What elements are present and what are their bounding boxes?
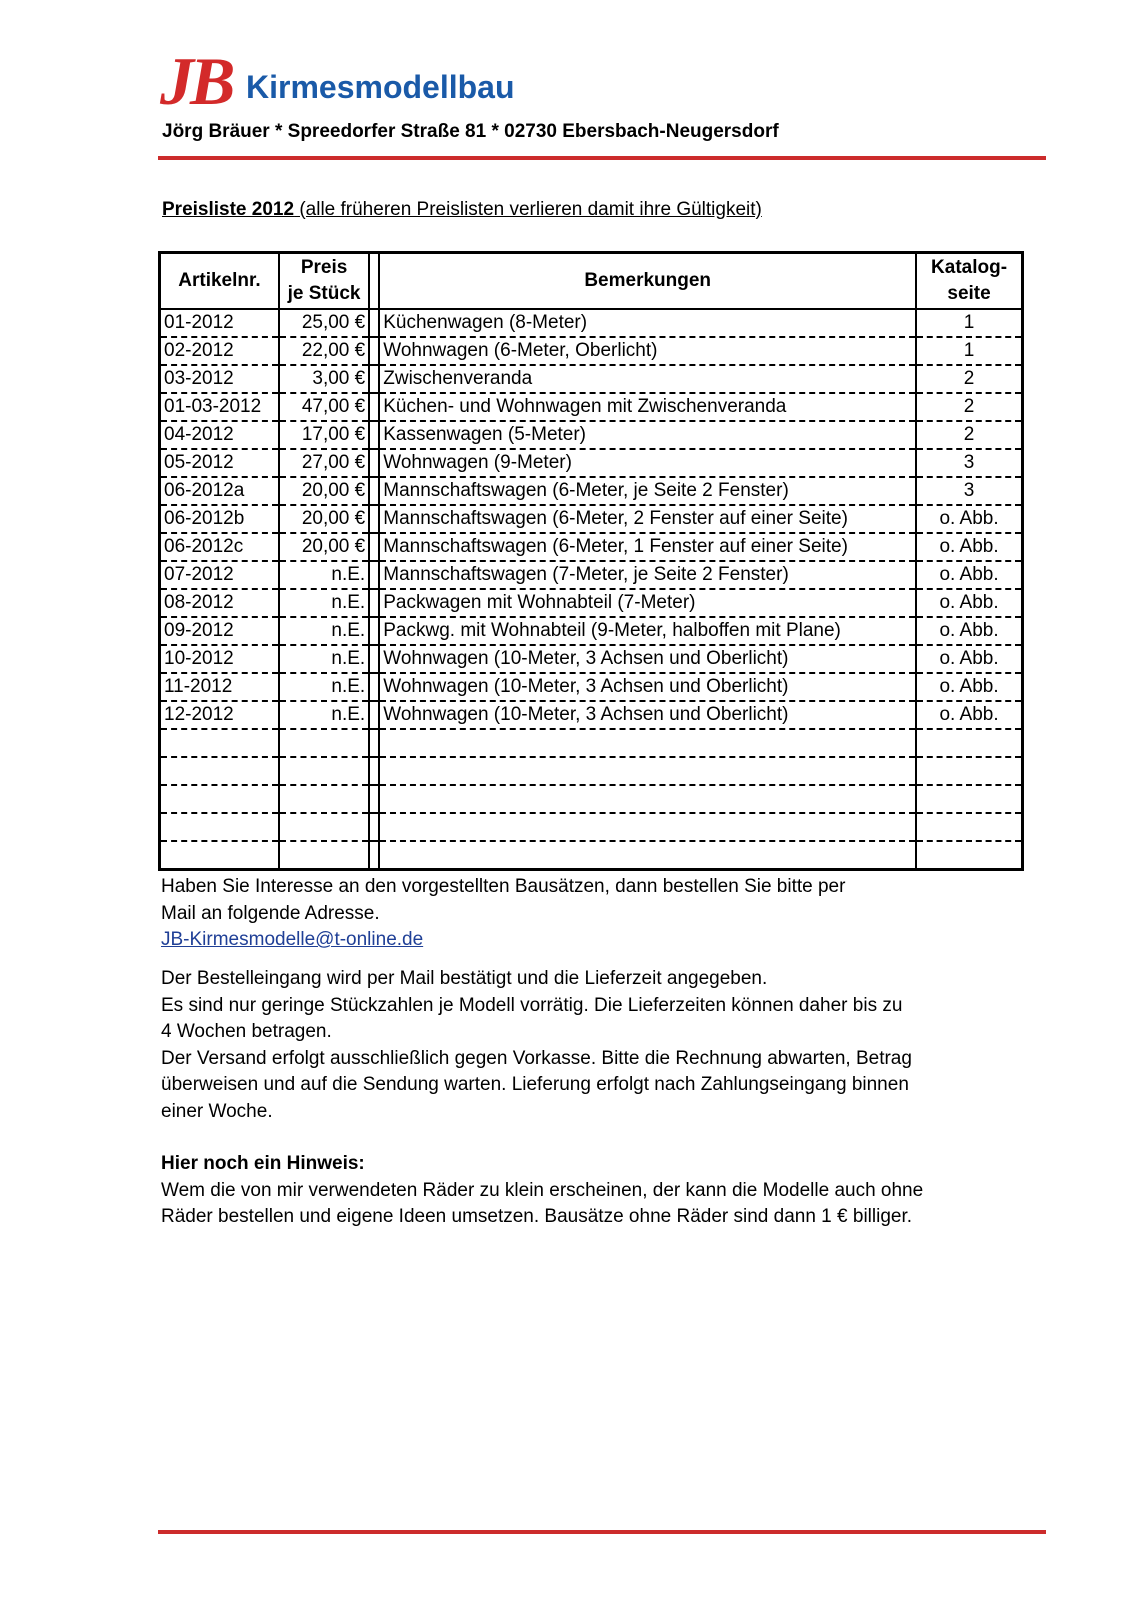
- header-divider: [158, 156, 1046, 160]
- cell-price: [279, 785, 369, 813]
- table-row: [160, 393, 1023, 421]
- cell-price: [279, 813, 369, 841]
- cell-catalog-page: 1: [916, 309, 1022, 337]
- table-row: [160, 841, 1023, 870]
- cell-article: 10-2012: [160, 645, 279, 673]
- cell-article: 01-03-2012: [160, 393, 279, 421]
- table-row: [160, 785, 1023, 813]
- cell-remarks: Packwg. mit Wohnabteil (9-Meter, halboffen mit Plane): [379, 617, 916, 645]
- table-row: [160, 449, 1023, 477]
- cell-remarks: Kassenwagen (5-Meter): [379, 421, 916, 449]
- delivery-info: [161, 966, 1011, 1125]
- cell-article: 06-2012b: [160, 505, 279, 533]
- cell-spacer: [369, 813, 379, 841]
- cell-catalog-page: o. Abb.: [916, 589, 1022, 617]
- cell-spacer: [369, 757, 379, 785]
- cell-catalog-page: o. Abb.: [916, 673, 1022, 701]
- cell-spacer: [369, 393, 379, 421]
- cell-price: [279, 841, 369, 870]
- cell-catalog-page: o. Abb.: [916, 617, 1022, 645]
- cell-remarks: [379, 813, 916, 841]
- cell-spacer: [369, 645, 379, 673]
- cell-remarks: Wohnwagen (10-Meter, 3 Achsen und Oberlicht): [379, 701, 916, 729]
- cell-remarks: Wohnwagen (6-Meter, Oberlicht): [379, 337, 916, 365]
- title-bold: Preisliste 2012: [162, 199, 295, 220]
- table-row: [160, 617, 1023, 645]
- header-remarks: Bemerkungen: [379, 253, 916, 310]
- company-address: Jörg Bräuer * Spreedorfer Straße 81 * 02730 Ebersbach-Neugersdorf: [162, 121, 779, 142]
- hint-line: Wem die von mir verwendeten Räder zu klein erscheinen, der kann die Modelle auch ohne: [161, 1179, 924, 1201]
- info-line: überweisen und auf die Sendung warten. Lieferung erfolgt nach Zahlungseingang binnen: [161, 1074, 909, 1095]
- table-row: [160, 589, 1023, 617]
- cell-remarks: Wohnwagen (9-Meter): [379, 449, 916, 477]
- page-title: [162, 198, 762, 222]
- cell-remarks: Küchenwagen (8-Meter): [379, 309, 916, 337]
- table-row: [160, 729, 1023, 757]
- cell-spacer: [369, 421, 379, 449]
- cell-price: [279, 757, 369, 785]
- logo-mark: JB: [160, 43, 232, 119]
- info-line: Der Versand erfolgt ausschließlich gegen Vorkasse. Bitte die Rechnung abwarten, Betrag: [161, 1047, 912, 1069]
- table-header-row: [160, 253, 1023, 310]
- cell-remarks: Zwischenveranda: [379, 365, 916, 393]
- hint-title: Hier noch ein Hinweis:: [161, 1153, 365, 1174]
- cell-remarks: Mannschaftswagen (6-Meter, 1 Fenster auf einer Seite): [379, 533, 916, 561]
- cell-price: 25,00 €: [279, 309, 369, 337]
- cell-price: n.E.: [279, 589, 369, 617]
- table-row: [160, 813, 1023, 841]
- cell-article: 06-2012a: [160, 477, 279, 505]
- cell-catalog-page: [916, 729, 1022, 757]
- cell-spacer: [369, 841, 379, 870]
- cell-price: n.E.: [279, 561, 369, 589]
- cell-price: 20,00 €: [279, 505, 369, 533]
- cell-catalog-page: 3: [916, 449, 1022, 477]
- cell-catalog-page: 2: [916, 393, 1022, 421]
- table-row: [160, 701, 1023, 729]
- cell-catalog-page: 2: [916, 365, 1022, 393]
- cell-spacer: [369, 673, 379, 701]
- cell-remarks: [379, 785, 916, 813]
- table-row: [160, 673, 1023, 701]
- cell-spacer: [369, 365, 379, 393]
- cell-catalog-page: o. Abb.: [916, 645, 1022, 673]
- cell-price: [279, 729, 369, 757]
- cell-article: [160, 813, 279, 841]
- cell-spacer: [369, 701, 379, 729]
- order-instructions: [161, 874, 1011, 954]
- table-row: [160, 421, 1023, 449]
- info-line: einer Woche.: [161, 1100, 273, 1122]
- cell-article: 02-2012: [160, 337, 279, 365]
- cell-price: n.E.: [279, 645, 369, 673]
- cell-spacer: [369, 729, 379, 757]
- cell-price: 20,00 €: [279, 533, 369, 561]
- cell-article: 07-2012: [160, 561, 279, 589]
- cell-price: 20,00 €: [279, 477, 369, 505]
- cell-catalog-page: 1: [916, 337, 1022, 365]
- table-row: [160, 505, 1023, 533]
- cell-spacer: [369, 505, 379, 533]
- cell-spacer: [369, 309, 379, 337]
- cell-remarks: Wohnwagen (10-Meter, 3 Achsen und Oberlicht): [379, 673, 916, 701]
- cell-article: [160, 757, 279, 785]
- cell-article: [160, 729, 279, 757]
- info-line: Der Bestelleingang wird per Mail bestätigt und die Lieferzeit angegeben.: [161, 968, 768, 989]
- cell-article: 01-2012: [160, 309, 279, 337]
- title-note: (alle früheren Preislisten verlieren damit ihre Gültigkeit): [294, 199, 762, 220]
- cell-catalog-page: o. Abb.: [916, 561, 1022, 589]
- price-table: [158, 251, 1024, 871]
- company-logo: [160, 45, 760, 117]
- cell-spacer: [369, 589, 379, 617]
- cell-price: n.E.: [279, 673, 369, 701]
- table-row: [160, 365, 1023, 393]
- table-row: [160, 561, 1023, 589]
- footer-divider: [158, 1530, 1046, 1534]
- cell-price: 22,00 €: [279, 337, 369, 365]
- cell-price: 3,00 €: [279, 365, 369, 393]
- cell-price: n.E.: [279, 701, 369, 729]
- cell-catalog-page: [916, 813, 1022, 841]
- cell-article: [160, 841, 279, 870]
- cell-price: 17,00 €: [279, 421, 369, 449]
- cell-remarks: Mannschaftswagen (6-Meter, je Seite 2 Fenster): [379, 477, 916, 505]
- cell-article: 05-2012: [160, 449, 279, 477]
- cell-article: 06-2012c: [160, 533, 279, 561]
- cell-article: 08-2012: [160, 589, 279, 617]
- cell-catalog-page: o. Abb.: [916, 505, 1022, 533]
- cell-remarks: [379, 841, 916, 870]
- cell-price: 27,00 €: [279, 449, 369, 477]
- cell-remarks: Wohnwagen (10-Meter, 3 Achsen und Oberlicht): [379, 645, 916, 673]
- cell-spacer: [369, 785, 379, 813]
- cell-article: 12-2012: [160, 701, 279, 729]
- cell-price: n.E.: [279, 617, 369, 645]
- email-link[interactable]: JB-Kirmesmodelle@t-online.de: [161, 929, 424, 950]
- table-row: [160, 337, 1023, 365]
- logo-name: Kirmesmodellbau: [246, 69, 515, 105]
- cell-spacer: [369, 561, 379, 589]
- cell-article: 11-2012: [160, 673, 279, 701]
- table-row: [160, 645, 1023, 673]
- cell-spacer: [369, 449, 379, 477]
- cell-remarks: [379, 757, 916, 785]
- cell-catalog-page: [916, 841, 1022, 870]
- order-line: Mail an folgende Adresse.: [161, 902, 380, 924]
- hint-line: Räder bestellen und eigene Ideen umsetzen. Bausätze ohne Räder sind dann 1 € billiger.: [161, 1206, 913, 1227]
- info-line: 4 Wochen betragen.: [161, 1021, 332, 1042]
- cell-remarks: [379, 729, 916, 757]
- cell-price: 47,00 €: [279, 393, 369, 421]
- cell-spacer: [369, 533, 379, 561]
- cell-article: 04-2012: [160, 421, 279, 449]
- header-article: Artikelnr.: [160, 253, 279, 310]
- header-price: Preis je Stück: [279, 253, 369, 310]
- cell-spacer: [369, 477, 379, 505]
- header-spacer: [369, 253, 379, 310]
- cell-catalog-page: 3: [916, 477, 1022, 505]
- cell-catalog-page: 2: [916, 421, 1022, 449]
- table-row: [160, 477, 1023, 505]
- header-catalog-page: Katalog- seite: [916, 253, 1022, 310]
- cell-spacer: [369, 617, 379, 645]
- cell-remarks: Küchen- und Wohnwagen mit Zwischenveranda: [379, 393, 916, 421]
- cell-article: [160, 785, 279, 813]
- cell-spacer: [369, 337, 379, 365]
- hint-section: [161, 1151, 1011, 1231]
- cell-catalog-page: o. Abb.: [916, 701, 1022, 729]
- table-row: [160, 309, 1023, 337]
- cell-article: 03-2012: [160, 365, 279, 393]
- table-row: [160, 757, 1023, 785]
- info-line: Es sind nur geringe Stückzahlen je Modell vorrätig. Die Lieferzeiten können daher bis zu: [161, 994, 903, 1016]
- order-line: Haben Sie Interesse an den vorgestellten Bausätzen, dann bestellen Sie bitte per: [161, 876, 846, 897]
- cell-catalog-page: [916, 757, 1022, 785]
- cell-article: 09-2012: [160, 617, 279, 645]
- cell-remarks: Mannschaftswagen (7-Meter, je Seite 2 Fenster): [379, 561, 916, 589]
- cell-catalog-page: o. Abb.: [916, 533, 1022, 561]
- cell-remarks: Mannschaftswagen (6-Meter, 2 Fenster auf einer Seite): [379, 505, 916, 533]
- table-row: [160, 533, 1023, 561]
- cell-catalog-page: [916, 785, 1022, 813]
- cell-remarks: Packwagen mit Wohnabteil (7-Meter): [379, 589, 916, 617]
